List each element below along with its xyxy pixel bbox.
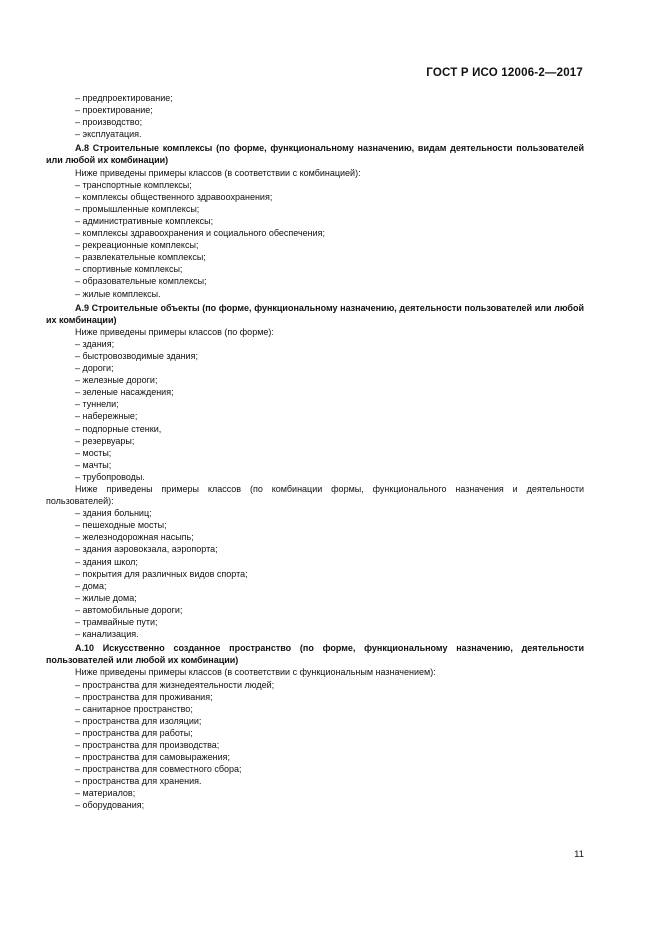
list-item: – здания школ;	[75, 556, 138, 567]
section-a8-intro: Ниже приведены примеры классов (в соответствии с комбинацией):	[75, 167, 361, 178]
list-item: – пространства для производства;	[75, 739, 220, 750]
list-item: – мачты;	[75, 459, 112, 470]
list-item: – жилые комплексы.	[75, 288, 161, 299]
list-item: – материалов;	[75, 788, 136, 799]
list-item: – промышленные комплексы;	[75, 203, 200, 214]
section-a9-list-combination	[46, 507, 584, 640]
list-item: – быстровозводимые здания;	[75, 350, 198, 361]
list-item: – дороги;	[75, 363, 114, 374]
list-item: – трубопроводы.	[75, 471, 145, 482]
list-intro-stages	[46, 92, 584, 140]
list-item: – пространства для жизнедеятельности людей;	[75, 679, 275, 690]
list-item: – туннели;	[75, 399, 119, 410]
list-item: – здания;	[75, 338, 115, 349]
list-item: – канализация.	[75, 629, 139, 640]
section-a8-heading: А.8 Строительные комплексы (по форме, функциональному назначению, видам деятельности пользователей или любой их комбинации)	[46, 143, 584, 166]
list-item: – санитарное пространство;	[75, 703, 193, 714]
list-item: – пространства для самовыражения;	[75, 752, 231, 763]
list-item: – пространства для изоляции;	[75, 715, 202, 726]
list-item: – спортивные комплексы;	[75, 264, 183, 275]
list-item: – административные комплексы;	[75, 215, 214, 226]
list-item: – автомобильные дороги;	[75, 604, 183, 615]
list-item: – железнодорожная насыпь;	[75, 532, 194, 543]
list-item: – зеленые насаждения;	[75, 387, 174, 398]
list-item: – здания аэровокзала, аэропорта;	[75, 544, 218, 555]
section-a8-list	[46, 179, 584, 300]
list-item: – эксплуатация.	[75, 129, 142, 140]
section-a9-heading: А.9 Строительные объекты (по форме, функциональному назначению, деятельности пользователей или любой их комбинации)	[46, 302, 584, 325]
section-a9-list-form	[46, 338, 584, 483]
list-item: – пространства для хранения.	[75, 776, 202, 787]
list-item: – пространства для проживания;	[75, 691, 213, 702]
section-a10-heading: А.10 Искусственно созданное пространство (по форме, функциональному назначению, деятельности пользователей или любой их комбинации)	[46, 643, 584, 666]
document-header: ГОСТ Р ИСО 12006-2—2017	[426, 67, 583, 79]
list-item: – производство;	[75, 117, 143, 128]
list-item: – железные дороги;	[75, 375, 158, 386]
page-number: 11	[574, 849, 584, 860]
list-item: – мосты;	[75, 447, 112, 458]
list-item: – развлекательные комплексы;	[75, 252, 206, 263]
list-item: – пешеходные мосты;	[75, 520, 167, 531]
list-item: – трамвайные пути;	[75, 617, 158, 628]
list-item: – комплексы общественного здравоохранения;	[75, 191, 273, 202]
list-item: – транспортные комплексы;	[75, 179, 192, 190]
list-item: – проектирование;	[75, 105, 153, 116]
list-item: – пространства для работы;	[75, 727, 193, 738]
list-item: – комплексы здравоохранения и социального обеспечения;	[75, 228, 326, 239]
section-a10-list	[46, 679, 584, 812]
list-item: – резервуары;	[75, 435, 135, 446]
list-item: – образовательные комплексы;	[75, 276, 207, 287]
list-item: – предпроектирование;	[75, 93, 173, 103]
list-item: – дома;	[75, 580, 107, 591]
page-content	[46, 92, 584, 812]
list-item: – покрытия для различных видов спорта;	[75, 568, 248, 579]
list-item: – оборудования;	[75, 800, 145, 811]
list-item: – набережные;	[75, 411, 138, 422]
section-a10-intro: Ниже приведены примеры классов (в соответствии с функциональным назначением):	[75, 667, 436, 678]
section-a9-intro-form: Ниже приведены примеры классов (по форме):	[75, 326, 274, 337]
section-a9-intro-combination: Ниже приведены примеры классов (по комбинации формы, функционального назначения и деятельности пользователей):	[46, 484, 584, 507]
list-item: – рекреационные комплексы;	[75, 240, 199, 251]
list-item: – пространства для совместного сбора;	[75, 764, 242, 775]
list-item: – здания больниц;	[75, 508, 152, 519]
list-item: – подпорные стенки,	[75, 423, 162, 434]
list-item: – жилые дома;	[75, 592, 137, 603]
